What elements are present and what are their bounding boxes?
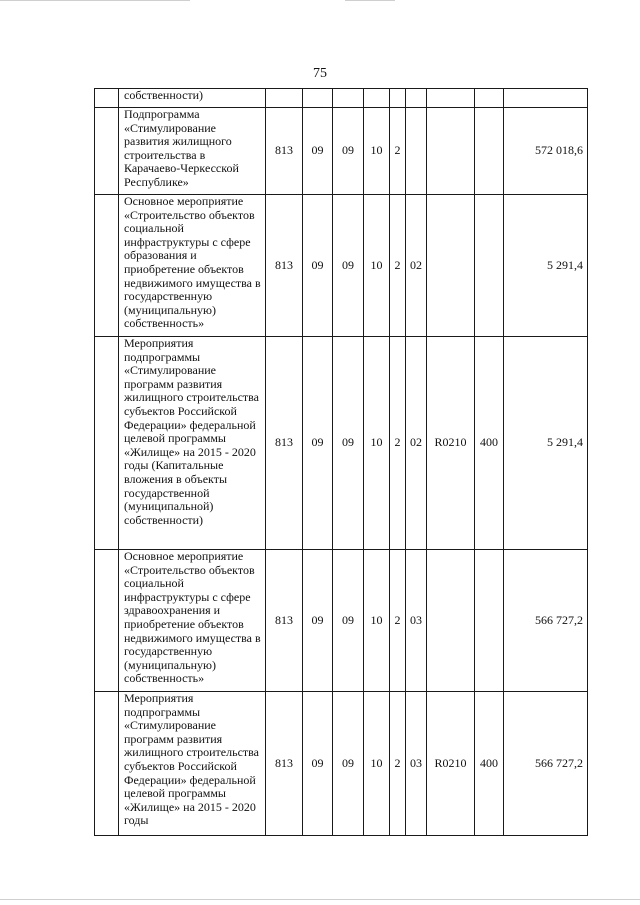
section-code-cell: 09 [303,108,333,195]
row-number-cell [95,550,119,692]
row-number-cell [95,337,119,550]
target-article-cell [427,89,475,108]
ministry-code-cell: 813 [266,550,303,692]
program-code-cell: 10 [364,692,390,836]
section-code-cell: 09 [303,195,333,337]
program-code-cell: 10 [364,195,390,337]
subsection-code-cell: 09 [333,195,364,337]
ministry-code-cell: 813 [266,692,303,836]
amount-cell: 572 018,6 [504,108,588,195]
subprogram-code-cell: 2 [390,337,406,550]
target-article-cell: R0210 [427,337,475,550]
page-number: 75 [313,66,327,81]
table-row [95,337,588,550]
row-number-cell [95,89,119,108]
amount-cell: 5 291,4 [504,337,588,550]
subsection-code-cell [333,89,364,108]
table-row [95,89,588,108]
item-name-cell: Основное мероприятие «Строительство объектов социальной инфраструктуры с сфере образования и приобретение объектов недвижимого имущества в государственную (муниципальную) собственность» [119,195,266,337]
section-code-cell: 09 [303,550,333,692]
row-number-cell [95,692,119,836]
program-code-cell: 10 [364,337,390,550]
subsection-code-cell: 09 [333,108,364,195]
ministry-code-cell: 813 [266,108,303,195]
item-name-cell: собственности) [119,89,266,108]
row-number-cell [95,195,119,337]
program-code-cell [364,89,390,108]
table-row [95,108,588,195]
target-article-cell [427,108,475,195]
ministry-code-cell [266,89,303,108]
amount-cell: 566 727,2 [504,692,588,836]
expense-type-cell [475,108,504,195]
amount-cell [504,89,588,108]
subsection-code-cell: 09 [333,337,364,550]
scan-artifact [0,0,190,1]
event-code-cell [406,108,427,195]
item-name-cell: Основное мероприятие «Строительство объектов социальной инфраструктуры с сфере здравоохранения и приобретение объектов недвижимого имущества в государственную (муниципальную) собственность» [119,550,266,692]
event-code-cell: 02 [406,195,427,337]
subsection-code-cell: 09 [333,550,364,692]
item-name-cell: Подпрограмма «Стимулирование развития жилищного строительства в Карачаево-Черкесской Республике» [119,108,266,195]
section-code-cell: 09 [303,692,333,836]
table-row [95,550,588,692]
event-code-cell: 03 [406,692,427,836]
event-code-cell [406,89,427,108]
ministry-code-cell: 813 [266,337,303,550]
expense-type-cell [475,195,504,337]
item-name-cell: Мероприятия подпрограммы «Стимулирование программ развития жилищного строительства субъектов Российской Федерации» федеральной целевой программы «Жилище» на 2015 - 2020 годы [119,692,266,836]
scan-artifact [345,0,395,1]
target-article-cell [427,195,475,337]
subprogram-code-cell: 2 [390,550,406,692]
expense-type-cell [475,89,504,108]
budget-table [94,88,588,836]
table-row [95,195,588,337]
section-code-cell [303,89,333,108]
event-code-cell: 03 [406,550,427,692]
row-number-cell [95,108,119,195]
expense-type-cell: 400 [475,337,504,550]
subsection-code-cell: 09 [333,692,364,836]
scan-artifact [0,899,640,900]
subprogram-code-cell [390,89,406,108]
subprogram-code-cell: 2 [390,692,406,836]
event-code-cell: 02 [406,337,427,550]
ministry-code-cell: 813 [266,195,303,337]
target-article-cell [427,550,475,692]
subprogram-code-cell: 2 [390,108,406,195]
program-code-cell: 10 [364,108,390,195]
section-code-cell: 09 [303,337,333,550]
expense-type-cell [475,550,504,692]
target-article-cell: R0210 [427,692,475,836]
item-name-cell: Мероприятия подпрограммы «Стимулирование программ развития жилищного строительства субъектов Российской Федерации» федеральной целевой программы «Жилище» на 2015 - 2020 годы (Капитальные вложения в объекты государственной (муниципальной) собственности) [119,337,266,550]
program-code-cell: 10 [364,550,390,692]
subprogram-code-cell: 2 [390,195,406,337]
amount-cell: 5 291,4 [504,195,588,337]
amount-cell: 566 727,2 [504,550,588,692]
table-row [95,692,588,836]
expense-type-cell: 400 [475,692,504,836]
